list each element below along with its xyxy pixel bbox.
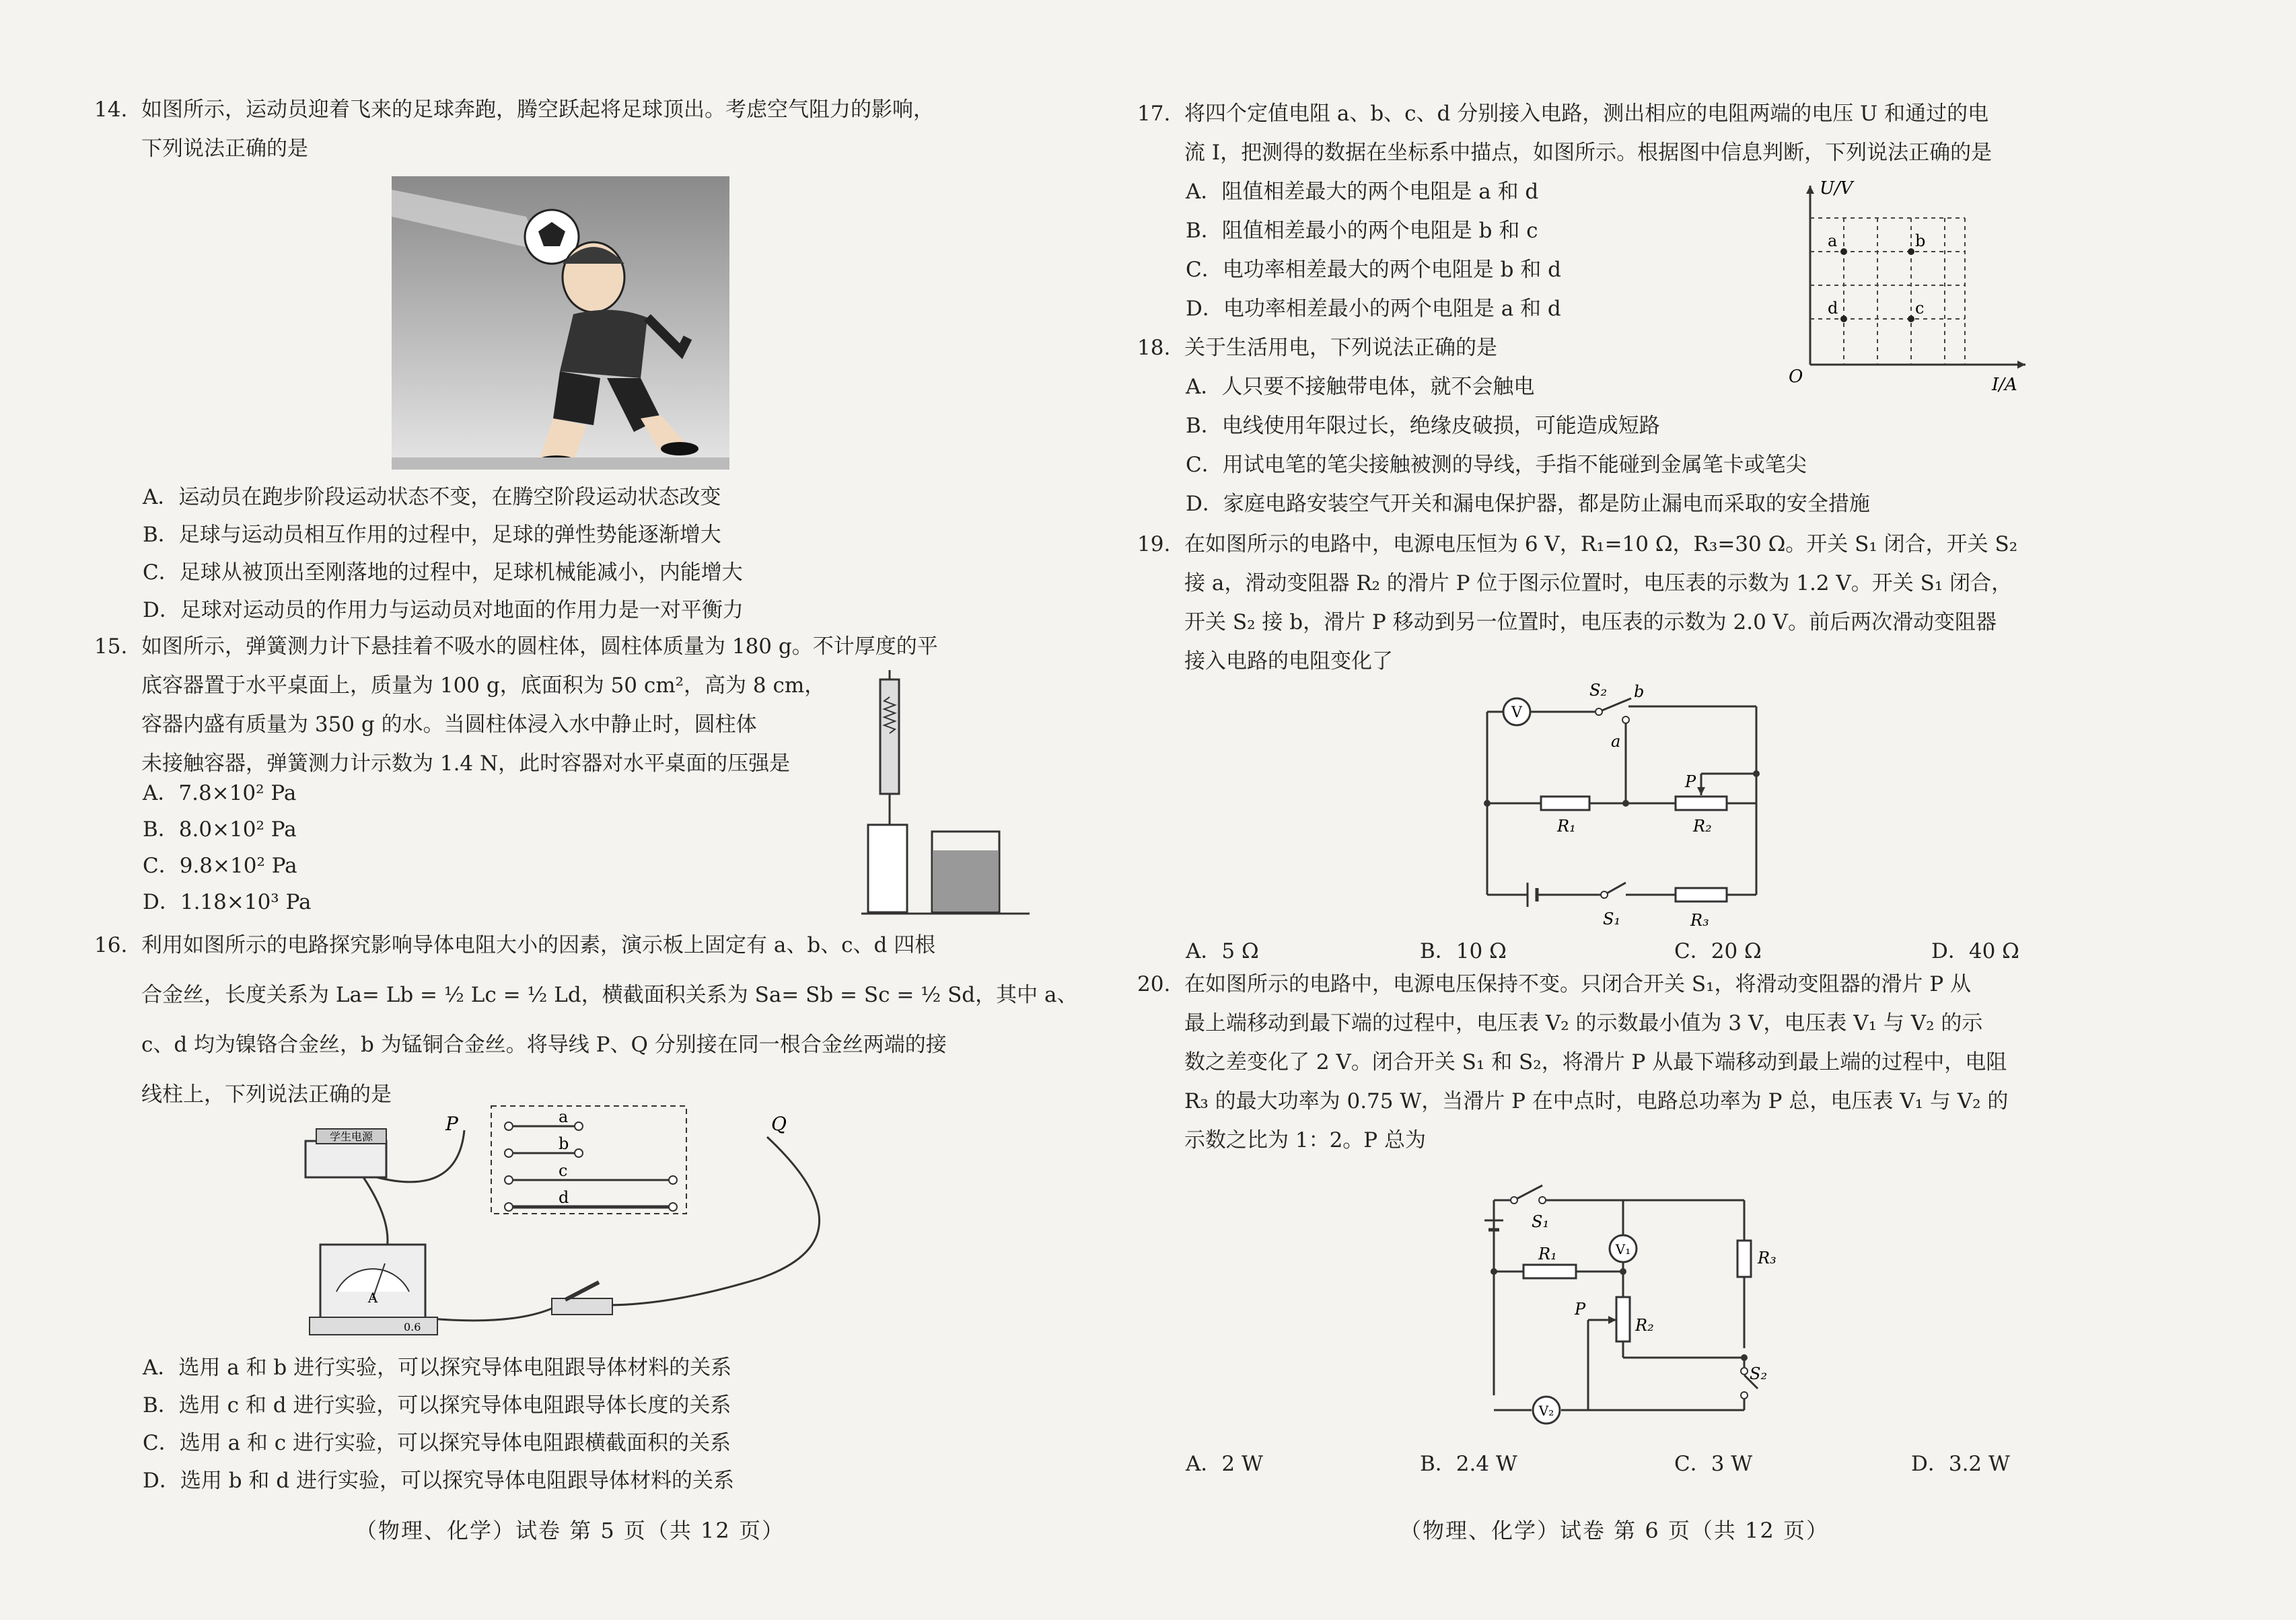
q16-circuit-figure (296, 1103, 875, 1346)
right-page-footer: （物理、化学）试卷 第 6 页（共 12 页） (1400, 1518, 1829, 1543)
svg-text:R₁: R₁ (1557, 817, 1576, 836)
q19-option-b: B．10 Ω (1420, 939, 1507, 963)
q18-option-a: A．人只要不接触带电体，就不会触电 (1186, 375, 1535, 399)
q20-option-a: A．2 W (1186, 1452, 1263, 1476)
q14-stem: 14. 如图所示，运动员迎着飞来的足球奔跑，腾空跃起将足球顶出。考虑空气阻力的影响， 下列说法正确的是 (94, 90, 934, 168)
svg-text:c: c (559, 1161, 568, 1180)
svg-text:R₂: R₂ (1693, 817, 1712, 836)
q14-option-a: A．运动员在跑步阶段运动状态不变，在腾空阶段运动状态改变 (143, 485, 721, 509)
q17-option-a: A．阻值相差最大的两个电阻是 a 和 d (1186, 180, 1539, 204)
q14-option-c: C．足球从被顶出至刚落地的过程中，足球机械能减小，内能增大 (143, 560, 743, 585)
q18-option-d: D．家庭电路安装空气开关和漏电保护器，都是防止漏电而采取的安全措施 (1186, 492, 1870, 516)
q15-option-b: B．8.0×10² Pa (143, 817, 297, 842)
q15-option-c: C．9.8×10² Pa (143, 854, 297, 878)
q16-option-d: D．选用 b 和 d 进行实验，可以探究导体电阻跟导体材料的关系 (143, 1469, 734, 1493)
q14-soccer-figure (392, 176, 729, 470)
q15-option-a: A．7.8×10² Pa (143, 781, 297, 805)
svg-text:d: d (1828, 299, 1838, 318)
q20-number: 20. (1137, 972, 1171, 996)
q18-option-c: C．用试电笔的笔尖接触被测的导线，手指不能碰到金属笔卡或笔尖 (1186, 453, 1807, 477)
svg-text:R₃: R₃ (1758, 1249, 1777, 1267)
svg-text:P: P (1575, 1300, 1586, 1319)
ammeter-icon (310, 1245, 437, 1335)
q17-stem: 17. 将四个定值电阻 a、b、c、d 分别接入电路，测出相应的电阻两端的电压 U 和通过的电 流 I，把测得的数据在坐标系中描点，如图所示。根据图中信息判断，下列说法正确的是 (1137, 94, 1992, 172)
q17-number: 17. (1137, 102, 1171, 126)
q20-option-b: B．2.4 W (1420, 1452, 1517, 1476)
svg-text:d: d (559, 1188, 569, 1207)
q20-option-d: D．3.2 W (1911, 1452, 2010, 1476)
q15-stem: 15. 如图所示，弹簧测力计下悬挂着不吸水的圆柱体，圆柱体质量为 180 g。不计厚度的平 底容器置于水平桌面上，质量为 100 g，底面积为 50 cm²，高为 8 cm， 容器内盛有质量为 350 g 的水。当圆柱体浸入水中静止时，圆柱体 未接触容器，弹簧测力计示数为 1.4 N，此时容器对水平桌面的压强是 (94, 627, 938, 783)
power-supply-icon (306, 1129, 386, 1177)
svg-text:A: A (367, 1290, 378, 1306)
q19-option-c: C．20 Ω (1674, 939, 1762, 963)
q17-ui-graph (1783, 176, 2039, 398)
q14-option-d: D．足球对运动员的作用力与运动员对地面的作用力是一对平衡力 (143, 598, 744, 622)
q18-stem: 18. 关于生活用电，下列说法正确的是 (1137, 328, 1497, 367)
q15-option-d: D．1.18×10³ Pa (143, 890, 312, 914)
svg-text:a: a (1611, 732, 1621, 751)
svg-text:S₂: S₂ (1589, 681, 1608, 700)
q16-option-b: B．选用 c 和 d 进行实验，可以探究导体电阻跟导体长度的关系 (143, 1393, 731, 1418)
q19-circuit-figure (1467, 679, 1777, 935)
q14-number: 14. (94, 98, 128, 122)
svg-text:a: a (559, 1107, 569, 1126)
svg-text:O: O (1789, 367, 1803, 387)
svg-text:R₃: R₃ (1690, 911, 1709, 930)
q15-number: 15. (94, 634, 128, 659)
svg-text:0.6: 0.6 (404, 1321, 421, 1333)
q15-spring-scale-figure (861, 670, 1030, 919)
q17-option-b: B．阻值相差最小的两个电阻是 b 和 c (1186, 219, 1538, 243)
svg-text:S₁: S₁ (1532, 1212, 1550, 1231)
q19-stem: 19. 在如图所示的电路中，电源电压恒为 6 V，R₁=10 Ω，R₃=30 Ω。开关 S₁ 闭合，开关 S₂ 接 a，滑动变阻器 R₂ 的滑片 P 位于图示位置时，电压表的示数为 1.2 V。开关 S₁ 闭合， 开关 S₂ 接 b，滑片 P 移动到另一位置时，电压表的示数为 2.0 V。前后两次滑动变阻器 接入电路的电阻变化了 (1137, 525, 2017, 681)
svg-text:V₂: V₂ (1538, 1403, 1554, 1419)
q16-stem: 16. 利用如图所示的电路探究影响导体电阻大小的因素，演示板上固定有 a、b、c、d 四根 合金丝，长度关系为 La= Lb = ½ Lc = ½ Ld，横截面积关系为 Sa= Sb = Sc = ½ Sd，其中 a、 c、d 均为镍铬合金丝，b 为锰铜合金丝。将导线 P、Q 分别接在同一根合金丝两端的接 线柱上，下列说法正确的是 (94, 920, 1078, 1119)
q16-option-c: C．选用 a 和 c 进行实验，可以探究导体电阻跟横截面积的关系 (143, 1431, 731, 1455)
svg-text:b: b (559, 1134, 569, 1153)
svg-text:P: P (445, 1113, 458, 1135)
svg-text:c: c (1915, 299, 1925, 318)
svg-text:U/V: U/V (1820, 178, 1853, 198)
q18-option-b: B．电线使用年限过长，绝缘皮破损，可能造成短路 (1186, 414, 1660, 438)
svg-text:b: b (1634, 682, 1645, 701)
q17-option-c: C．电功率相差最大的两个电阻是 b 和 d (1186, 258, 1561, 282)
q18-number: 18. (1137, 336, 1171, 360)
q17-option-d: D．电功率相差最小的两个电阻是 a 和 d (1186, 297, 1561, 321)
switch-icon (552, 1282, 612, 1315)
q19-option-d: D．40 Ω (1931, 939, 2019, 963)
svg-text:P: P (1685, 772, 1696, 791)
q20-stem: 20. 在如图所示的电路中，电源电压保持不变。只闭合开关 S₁，将滑动变阻器的滑片 P 从 最上端移动到最下端的过程中，电压表 V₂ 的示数最小值为 3 V，电压表 V₁ 与 V₂ 的示 数之差变化了 2 V。闭合开关 S₁ 和 S₂，将滑片 P 从最下端移动到最上端的过程中，电阻 R₃ 的最大功率为 0.75 W，当滑片 P 在中点时，电路总功率为 P 总，电压表 V₁ 与 V₂ 的 示数之比为 1：2。P 总为 (1137, 965, 2008, 1160)
svg-text:S₁: S₁ (1603, 910, 1621, 928)
svg-text:S₂: S₂ (1750, 1364, 1768, 1383)
svg-text:b: b (1915, 231, 1926, 250)
svg-text:V: V (1511, 704, 1522, 721)
q14-option-b: B．足球与运动员相互作用的过程中，足球的弹性势能逐渐增大 (143, 523, 721, 547)
left-page-footer: （物理、化学）试卷 第 5 页（共 12 页） (355, 1518, 785, 1543)
svg-text:a: a (1828, 231, 1838, 250)
svg-text:R₁: R₁ (1538, 1245, 1557, 1263)
svg-text:Q: Q (771, 1113, 787, 1135)
svg-text:学生电源: 学生电源 (329, 1130, 373, 1143)
q16-number: 16. (94, 933, 128, 957)
q20-option-c: C．3 W (1674, 1452, 1753, 1476)
q16-option-a: A．选用 a 和 b 进行实验，可以探究导体电阻跟导体材料的关系 (143, 1356, 732, 1380)
svg-text:V₁: V₁ (1615, 1241, 1631, 1257)
q20-circuit-figure (1467, 1173, 1790, 1442)
svg-text:R₂: R₂ (1635, 1316, 1654, 1335)
q19-option-a: A．5 Ω (1186, 939, 1259, 963)
svg-text:I/A: I/A (1992, 375, 2017, 395)
q19-number: 19. (1137, 532, 1171, 556)
